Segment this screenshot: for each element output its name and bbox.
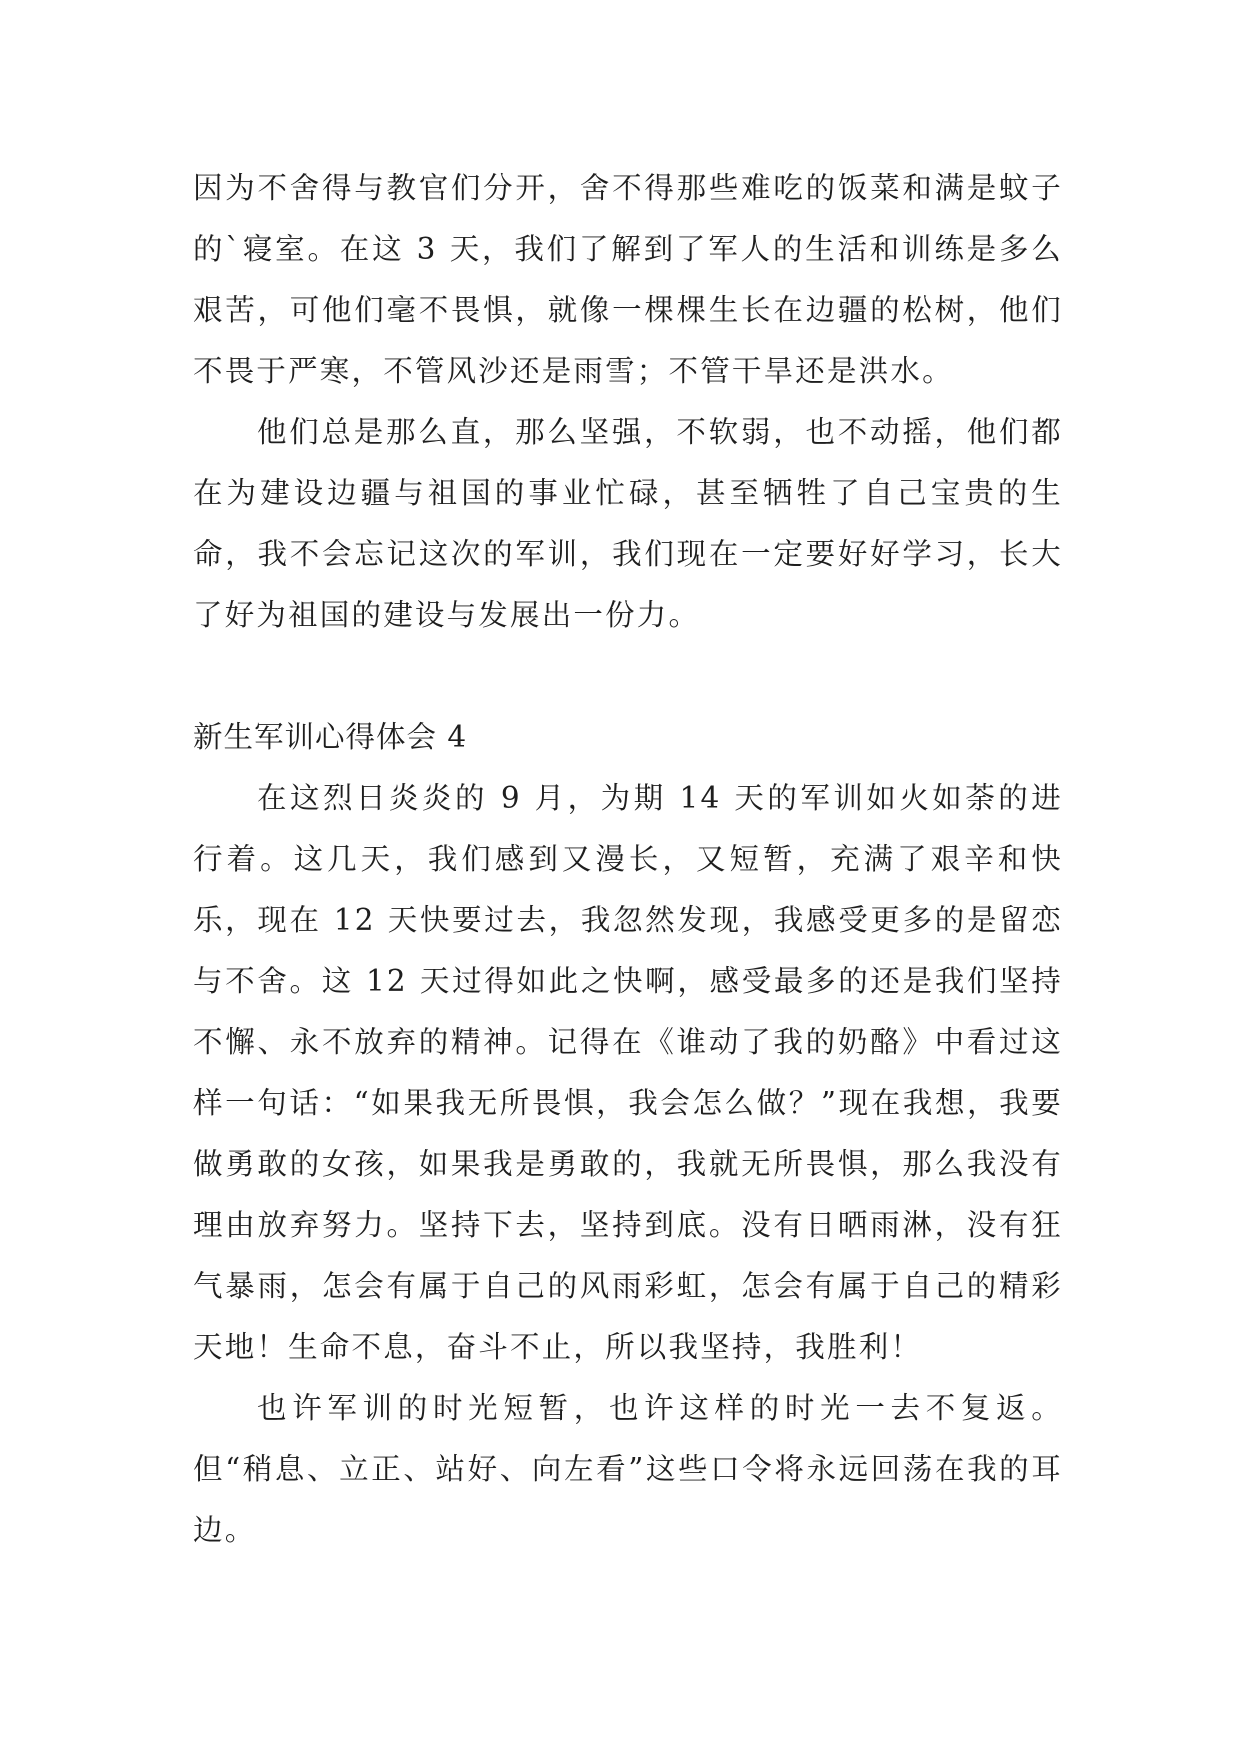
section-heading: 新生军训心得体会 4 xyxy=(193,720,468,754)
paragraph-4: 也许军训的时光短暂，也许这样的时光一去不复返。但“稍息、立正、站好、向左看”这些口令将永远回荡在我的耳边。 xyxy=(193,1391,1063,1547)
paragraph-1: 因为不舍得与教官们分开，舍不得那些难吃的饭菜和满是蚊子的`寝室。在这 3 天，我们了解到了军人的生活和训练是多么艰苦，可他们毫不畏惧，就像一棵棵生长在边疆的松树，他们不畏于严寒，不管风沙还是雨雪；不管干旱还是洪水。 xyxy=(193,171,1063,388)
paragraph-3: 在这烈日炎炎的 9 月，为期 14 天的军训如火如荼的进行着。这几天，我们感到又漫长，又短暂，充满了艰辛和快乐，现在 12 天快要过去，我忽然发现，我感受更多的是留恋与不舍。这 12 天过得如此之快啊，感受最多的还是我们坚持不懈、永不放弃的精神。记得在《谁动了我的奶酪》中看过这样一句话：“如果我无所畏惧，我会怎么做？”现在我想，我要做勇敢的女孩，如果我是勇敢的，我就无所畏惧，那么我没有理由放弃努力。坚持下去，坚持到底。没有日晒雨淋，没有狂气暴雨，怎会有属于自己的风雨彩虹，怎会有属于自己的精彩天地！生命不息，奋斗不止，所以我坚持，我胜利！ xyxy=(193,781,1063,1364)
paragraph-2: 他们总是那么直，那么坚强，不软弱，也不动摇，他们都在为建设边疆与祖国的事业忙碌，甚至牺牲了自己宝贵的生命，我不会忘记这次的军训，我们现在一定要好好学习，长大了好为祖国的建设与发展出一份力。 xyxy=(193,415,1063,632)
document-body xyxy=(193,158,1063,1561)
